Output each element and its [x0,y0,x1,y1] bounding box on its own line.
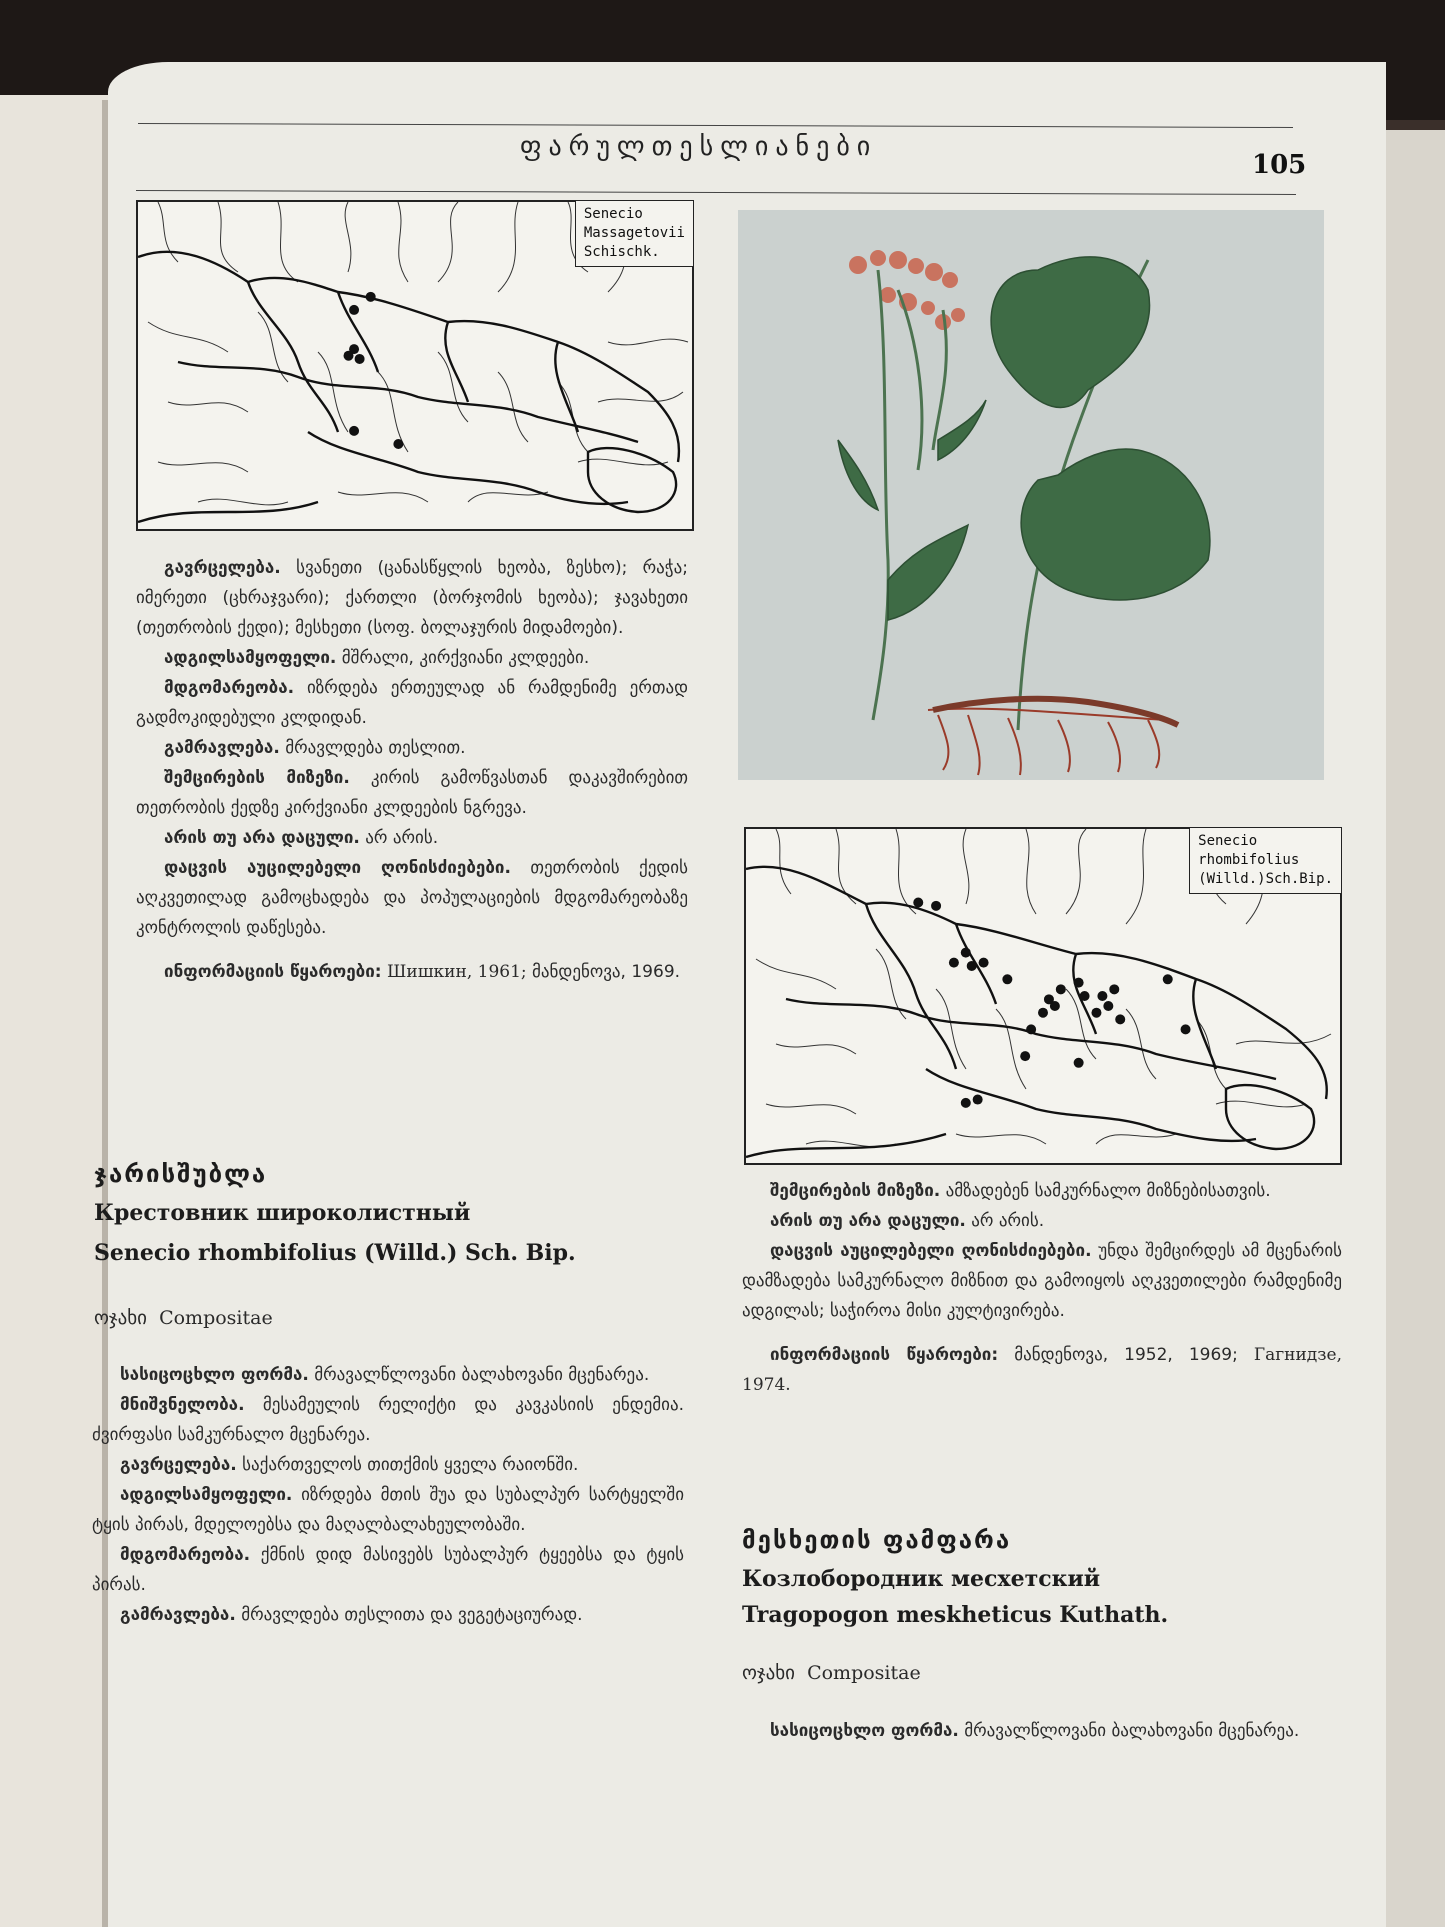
occurrence-dot [967,961,977,971]
entry-1-status: მდგომარეობა. იზრდება ერთეულად ან რამდენიმე ერთად გადმოკიდებული კლდიდან. [136,678,688,728]
map-1-label: Senecio Massagetovii Schischk. [575,200,694,267]
running-head: ფარულთესლიანები [520,132,878,162]
species-2-text-left [92,1360,684,1630]
occurrence-dot [1080,991,1090,1001]
species-3-name-ru: Козлобородник месхетский [742,1566,1101,1592]
species-3-life-form: სასიცოცხლო ფორმა. მრავალწლოვანი ბალახოვანი მცენარეა. [770,1721,1300,1741]
species-3-family: ოჯახი Compositae [742,1662,921,1684]
occurrence-dot [1091,1008,1101,1018]
occurrence-dot [1020,1051,1030,1061]
species-3-name-ka: მესხეთის ფამფარა [742,1526,1012,1554]
occurrence-dot [1074,978,1084,988]
entry-1-decline-reason: შემცირების მიზეზი. კირის გამოწვასთან დაკავშირებით თეთრობის ქედზე კირქვიანი კლდეების ნგრევა. [136,768,688,818]
occurrence-dot [1181,1024,1191,1034]
occurrence-dot [1163,974,1173,984]
occurrence-dot [393,439,403,449]
page-number: 105 [1252,150,1307,180]
occurrence-dot [961,948,971,958]
occurrence-dot [1056,984,1066,994]
entry-1-text [136,553,688,987]
plant-illustration [738,210,1324,780]
occurrence-dot [349,426,359,436]
entry-1-reproduction: გამრავლება. მრავლდება თესლით. [164,738,466,758]
species-2-status: მდგომარეობა. ქმნის დიდ მასივებს სუბალპურ ტყეებსა და ტყის პირას. [92,1545,685,1595]
occurrence-dot [1002,974,1012,984]
occurrence-dot [344,351,354,361]
occurrence-dot [355,354,365,364]
distribution-map-2 [744,827,1342,1165]
distribution-map-1 [136,200,694,531]
species-2-name-ru: Крестовник широколистный [94,1200,471,1226]
species-2-name-latin: Senecio rhombifolius (Willd.) Sch. Bip. [94,1240,576,1266]
occurrence-dot [1109,984,1119,994]
occurrence-dot [366,292,376,302]
species-3-name-latin: Tragopogon meskheticus Kuthath. [742,1602,1169,1628]
entry-1-measures: დაცვის აუცილებელი ღონისძიებები. თეთრობის ქედის აღკვეთილად გამოცხადება და პოპულაციების მდგომარეობაზე კონტროლის დაწესება. [136,858,688,938]
occurrence-dot [913,897,923,907]
species-2-significance: მნიშვნელობა. მესამეულის რელიქტი და კავკასიის ენდემია. ძვირფასი სამკურნალო მცენარეა. [92,1395,684,1445]
species-2-text-right [742,1176,1342,1400]
entry-1-sources: ინფორმაციის წყაროები: Шишкин, 1961; მანდენოვა, 1969. [164,962,681,982]
species-3-text [742,1716,1342,1746]
left-page-edge [0,95,110,1927]
occurrence-dot [979,958,989,968]
occurrence-dot [349,305,359,315]
entry-1-protected: არის თუ არა დაცული. არ არის. [164,828,439,848]
occurrence-dot [1115,1014,1125,1024]
occurrence-dot [1103,1001,1113,1011]
right-page-edge [1385,130,1445,1927]
occurrence-dot [1097,991,1107,1001]
occurrence-dot [1038,1008,1048,1018]
plant-illustration-drawing [738,210,1324,780]
species-2-family: ოჯახი Compositae [94,1307,273,1329]
species-2-protected: არის თუ არა დაცული. არ არის. [770,1211,1045,1231]
species-2-sources: ინფორმაციის წყაროები: მანდენოვა, 1952, 1969; Гагнидзе, 1974. [742,1345,1342,1395]
occurrence-dot [1050,1001,1060,1011]
occurrence-dot [1026,1024,1036,1034]
occurrence-dot [973,1095,983,1105]
species-2-reproduction: გამრავლება. მრავლდება თესლითა და ვეგეტაციურად. [120,1605,583,1625]
occurrence-dot [1074,1058,1084,1068]
species-2-life-form: სასიცოცხლო ფორმა. მრავალწლოვანი ბალახოვანი მცენარეა. [120,1365,650,1385]
species-2-name-ka: ჯარისშუბლა [94,1160,268,1188]
species-2-habitat: ადგილსამყოფელი. იზრდება მთის შუა და სუბალპურ სარტყელში ტყის პირას, მდელოებსა და მაღალბალახეულობაში. [92,1485,685,1535]
species-2-distribution: გავრცელება. საქართველოს თითქმის ყველა რაიონში. [120,1455,579,1475]
occurrence-dot [931,901,941,911]
entry-1-distribution: გავრცელება. სვანეთი (ცანასწყლის ხეობა, ზესხო); რაჭა; იმერეთი (ცხრაჯვარი); ქართლი (ბორჯომის ხეობა); ჯავახეთი (თეთრობის ქედი); მესხეთი (სოფ. ბოლაჯურის მიდამოები). [136,558,689,638]
occurrence-dot [949,958,959,968]
species-2-measures: დაცვის აუცილებელი ღონისძიებები. უნდა შემცირდეს ამ მცენარის დამზადება სამკურნალო მიზნით და გამოიყოს აღკვეთილები რამდენიმე ადგილას; საჭიროა მისი კულტივირება. [742,1241,1342,1321]
entry-1-habitat: ადგილსამყოფელი. მშრალი, კირქვიანი კლდეები. [164,648,590,668]
map-2-label: Senecio rhombifolius (Willd.)Sch.Bip. [1189,827,1342,894]
occurrence-dot [961,1098,971,1108]
species-2-decline-reason: შემცირების მიზეზი. ამზადებენ სამკურნალო მიზნებისათვის. [770,1181,1271,1201]
